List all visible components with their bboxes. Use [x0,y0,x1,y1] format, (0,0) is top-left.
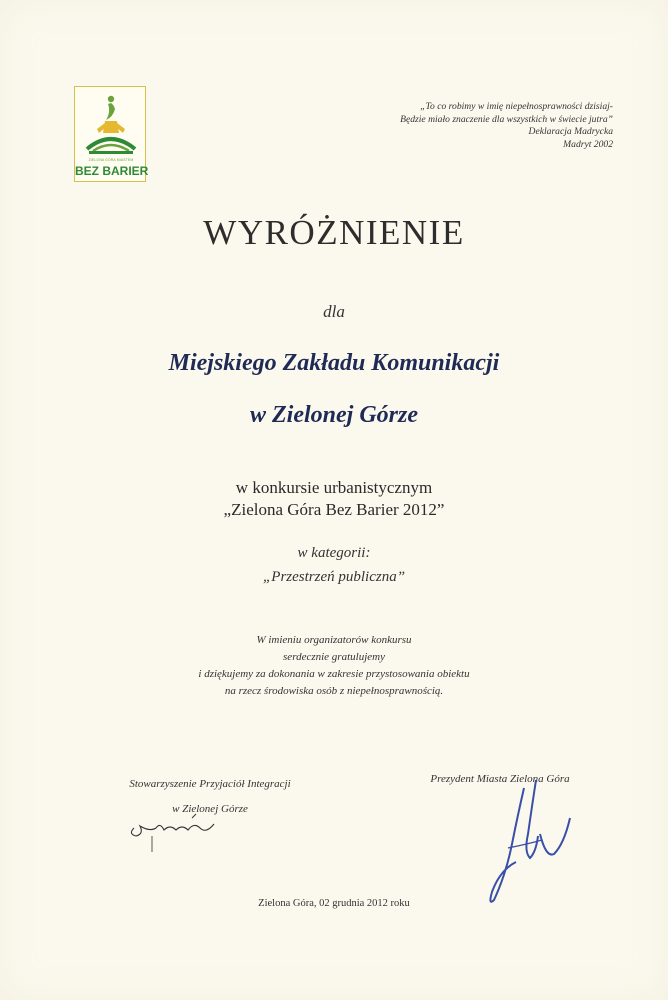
contest-info [0,477,668,521]
contest-name: „Zielona Góra Bez Barier 2012” [223,500,445,519]
right-signatory-title: Prezydent Miasta Zielona Góra [430,773,570,785]
congratulations-text [0,632,668,700]
recipient-line: Miejskiego Zakładu Komunikacji [168,350,500,376]
recipient-name [0,337,668,441]
contest-line: w konkursie urbanistycznym [235,478,433,497]
thanks-line: na rzecz środowiska osób z niepełnosprawnością. [224,685,444,697]
right-handwritten-signature [478,774,588,914]
left-handwritten-signature [122,808,232,858]
category-info [0,541,668,589]
quote-place-date: Madryt 2002 [563,138,613,150]
zielona-gora-bez-barier-logo [74,86,149,182]
quote-source: Deklaracja Madrycka [528,126,613,138]
for-label: dla [323,302,345,321]
quote-line: „To co robimy w imię niepełnosprawności dzisiaj- [420,101,613,112]
thanks-line: i dziękujemy za dokonania w zakresie przystosowania obiektu [198,668,470,680]
logo-small-text: ZIELONA GÓRA MIASTEM [88,158,134,162]
category-label: w kategorii: [297,545,371,561]
left-signatory-org: Stowarzyszenie Przyjaciół Integracji [129,778,291,790]
left-signatory-city: w Zielonej Górze [172,803,248,815]
place-and-date: Zielona Góra, 02 grudnia 2012 roku [258,898,410,909]
recipient-line: w Zielonej Górze [250,402,418,428]
thanks-line: W imieniu organizatorów konkursu [256,634,412,646]
category-value: „Przestrzeń publiczna” [262,569,406,585]
quote-line: Będzie miało znaczenie dla wszystkich w świecie jutra” [400,113,613,125]
epigraph-quote [283,101,613,151]
certificate-title: WYRÓŻNIENIE [203,213,465,252]
logo-brand-text: BEZ BARIER [75,164,149,178]
thanks-line: serdecznie gratulujemy [283,651,385,663]
